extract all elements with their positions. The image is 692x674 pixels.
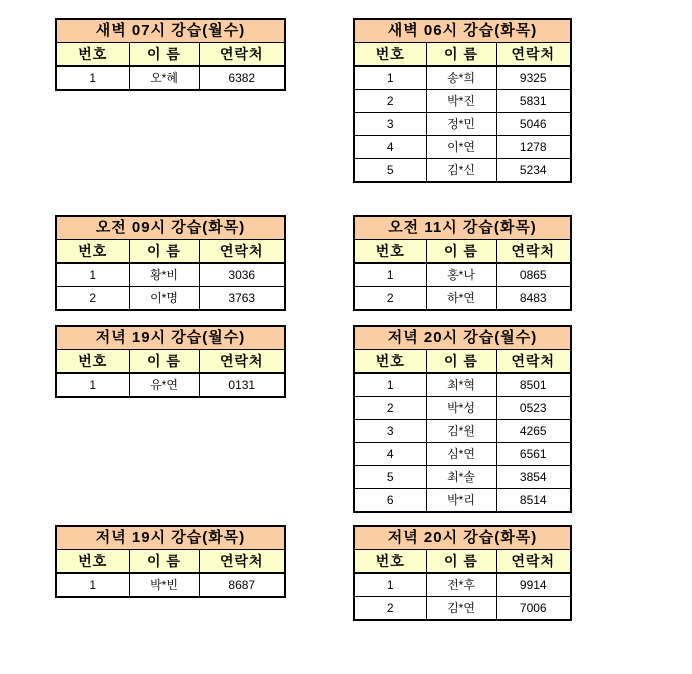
col-header-phone: 연락처 bbox=[496, 550, 571, 574]
class-table-evening-19-tuethu bbox=[55, 525, 284, 598]
roster-table bbox=[353, 525, 572, 621]
phone-cell: 0131 bbox=[199, 373, 285, 397]
name-cell: 박*성 bbox=[426, 397, 496, 420]
name-cell: 홍*나 bbox=[426, 263, 496, 287]
col-header-phone: 연락처 bbox=[199, 43, 285, 67]
name-cell: 심*연 bbox=[426, 443, 496, 466]
phone-cell: 3854 bbox=[496, 466, 571, 489]
col-header-name: 이 름 bbox=[426, 43, 496, 67]
table-row bbox=[354, 136, 571, 159]
col-header-name: 이 름 bbox=[426, 240, 496, 264]
col-header-name: 이 름 bbox=[129, 43, 199, 67]
roster-table bbox=[55, 18, 286, 91]
phone-cell: 9325 bbox=[496, 66, 571, 90]
table-title: 저녁 19시 강습(월수) bbox=[56, 326, 285, 350]
table-row bbox=[56, 573, 285, 597]
row-number-cell: 1 bbox=[56, 66, 129, 90]
row-number-cell: 3 bbox=[354, 113, 426, 136]
col-header-phone: 연락처 bbox=[199, 350, 285, 374]
col-header-name: 이 름 bbox=[426, 550, 496, 574]
table-row bbox=[354, 397, 571, 420]
table-row bbox=[354, 263, 571, 287]
roster-table bbox=[353, 18, 572, 183]
phone-cell: 8483 bbox=[496, 287, 571, 311]
phone-cell: 5046 bbox=[496, 113, 571, 136]
phone-cell: 0523 bbox=[496, 397, 571, 420]
phone-cell: 0865 bbox=[496, 263, 571, 287]
name-cell: 최*솔 bbox=[426, 466, 496, 489]
row-number-cell: 1 bbox=[354, 573, 426, 597]
name-cell: 오*혜 bbox=[129, 66, 199, 90]
row-number-cell: 2 bbox=[354, 597, 426, 621]
table-row bbox=[354, 573, 571, 597]
roster-table bbox=[55, 525, 286, 598]
name-cell: 김*원 bbox=[426, 420, 496, 443]
row-number-cell: 1 bbox=[354, 66, 426, 90]
row-number-cell: 2 bbox=[354, 90, 426, 113]
row-number-cell: 4 bbox=[354, 443, 426, 466]
row-number-cell: 2 bbox=[354, 397, 426, 420]
name-cell: 유*연 bbox=[129, 373, 199, 397]
row-number-cell: 2 bbox=[354, 287, 426, 311]
name-cell: 이*연 bbox=[426, 136, 496, 159]
table-row bbox=[354, 113, 571, 136]
roster-table bbox=[353, 325, 572, 513]
table-row bbox=[354, 66, 571, 90]
row-number-cell: 4 bbox=[354, 136, 426, 159]
row-number-cell: 1 bbox=[56, 373, 129, 397]
name-cell: 전*후 bbox=[426, 573, 496, 597]
row-number-cell: 1 bbox=[56, 263, 129, 287]
row-number-cell: 5 bbox=[354, 159, 426, 183]
name-cell: 박*진 bbox=[426, 90, 496, 113]
col-header-number: 번호 bbox=[354, 240, 426, 264]
table-title: 저녁 20시 강습(화목) bbox=[354, 526, 571, 550]
table-row bbox=[56, 287, 285, 311]
name-cell: 송*희 bbox=[426, 66, 496, 90]
class-table-morning-09-tuethu bbox=[55, 215, 284, 311]
col-header-name: 이 름 bbox=[426, 350, 496, 374]
table-row bbox=[354, 443, 571, 466]
class-table-dawn-06-tuethu bbox=[353, 18, 570, 183]
row-number-cell: 6 bbox=[354, 489, 426, 513]
class-table-evening-20-monwed bbox=[353, 325, 570, 513]
col-header-number: 번호 bbox=[56, 550, 129, 574]
table-title: 오전 11시 강습(화목) bbox=[354, 216, 571, 240]
name-cell: 하*연 bbox=[426, 287, 496, 311]
col-header-phone: 연락처 bbox=[496, 350, 571, 374]
name-cell: 황*비 bbox=[129, 263, 199, 287]
class-table-morning-11-tuethu bbox=[353, 215, 570, 311]
table-row bbox=[354, 466, 571, 489]
table-row bbox=[354, 597, 571, 621]
phone-cell: 5234 bbox=[496, 159, 571, 183]
table-title: 저녁 19시 강습(화목) bbox=[56, 526, 285, 550]
phone-cell: 9914 bbox=[496, 573, 571, 597]
phone-cell: 6382 bbox=[199, 66, 285, 90]
phone-cell: 8687 bbox=[199, 573, 285, 597]
table-title: 저녁 20시 강습(월수) bbox=[354, 326, 571, 350]
row-number-cell: 3 bbox=[354, 420, 426, 443]
phone-cell: 3763 bbox=[199, 287, 285, 311]
table-title: 새벽 06시 강습(화목) bbox=[354, 19, 571, 43]
roster-table bbox=[55, 215, 286, 311]
phone-cell: 4265 bbox=[496, 420, 571, 443]
col-header-phone: 연락처 bbox=[496, 43, 571, 67]
row-number-cell: 1 bbox=[56, 573, 129, 597]
col-header-name: 이 름 bbox=[129, 240, 199, 264]
phone-cell: 6561 bbox=[496, 443, 571, 466]
name-cell: 이*명 bbox=[129, 287, 199, 311]
name-cell: 최*혁 bbox=[426, 373, 496, 397]
table-row bbox=[354, 373, 571, 397]
col-header-number: 번호 bbox=[56, 240, 129, 264]
row-number-cell: 1 bbox=[354, 373, 426, 397]
class-table-evening-20-tuethu bbox=[353, 525, 570, 621]
col-header-phone: 연락처 bbox=[199, 240, 285, 264]
name-cell: 정*민 bbox=[426, 113, 496, 136]
phone-cell: 5831 bbox=[496, 90, 571, 113]
table-row bbox=[56, 66, 285, 90]
col-header-phone: 연락처 bbox=[496, 240, 571, 264]
table-title: 새벽 07시 강습(월수) bbox=[56, 19, 285, 43]
table-row bbox=[56, 263, 285, 287]
table-row bbox=[354, 90, 571, 113]
phone-cell: 7006 bbox=[496, 597, 571, 621]
class-table-evening-19-monwed bbox=[55, 325, 284, 398]
phone-cell: 8514 bbox=[496, 489, 571, 513]
col-header-name: 이 름 bbox=[129, 550, 199, 574]
col-header-number: 번호 bbox=[354, 350, 426, 374]
col-header-number: 번호 bbox=[56, 43, 129, 67]
row-number-cell: 2 bbox=[56, 287, 129, 311]
col-header-phone: 연락처 bbox=[199, 550, 285, 574]
table-row bbox=[354, 489, 571, 513]
name-cell: 김*신 bbox=[426, 159, 496, 183]
name-cell: 박*리 bbox=[426, 489, 496, 513]
table-row bbox=[56, 373, 285, 397]
name-cell: 김*연 bbox=[426, 597, 496, 621]
table-title: 오전 09시 강습(화목) bbox=[56, 216, 285, 240]
roster-table bbox=[353, 215, 572, 311]
col-header-name: 이 름 bbox=[129, 350, 199, 374]
row-number-cell: 5 bbox=[354, 466, 426, 489]
roster-table bbox=[55, 325, 286, 398]
phone-cell: 1278 bbox=[496, 136, 571, 159]
phone-cell: 8501 bbox=[496, 373, 571, 397]
row-number-cell: 1 bbox=[354, 263, 426, 287]
col-header-number: 번호 bbox=[354, 550, 426, 574]
table-row bbox=[354, 420, 571, 443]
col-header-number: 번호 bbox=[56, 350, 129, 374]
class-table-dawn-07-monwed bbox=[55, 18, 284, 91]
table-row bbox=[354, 159, 571, 183]
name-cell: 박*빈 bbox=[129, 573, 199, 597]
table-row bbox=[354, 287, 571, 311]
col-header-number: 번호 bbox=[354, 43, 426, 67]
phone-cell: 3036 bbox=[199, 263, 285, 287]
